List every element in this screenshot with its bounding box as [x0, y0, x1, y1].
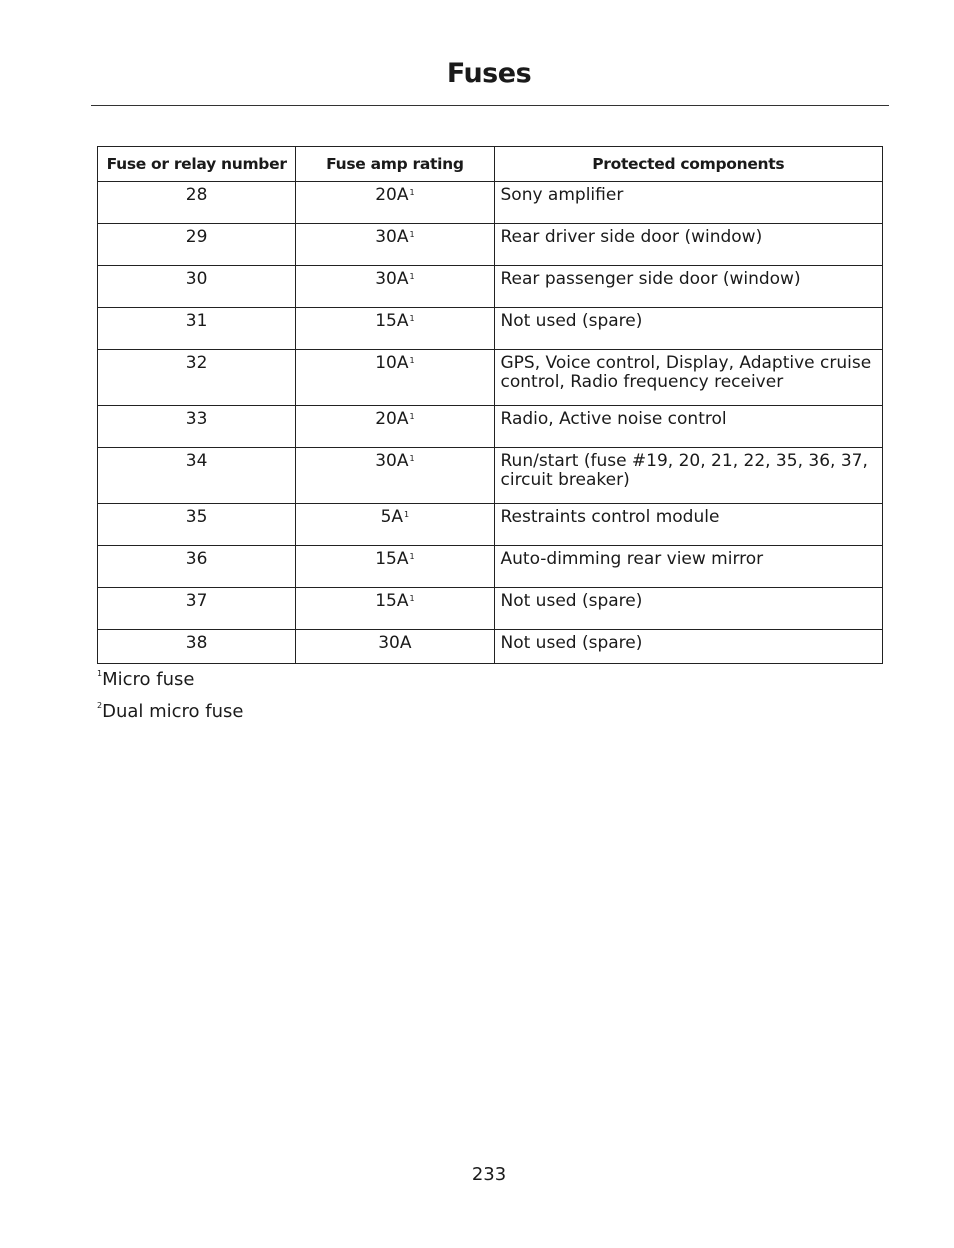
amp-value: 20A [375, 409, 409, 429]
protected-components: GPS, Voice control, Display, Adaptive cruise control, Radio frequency receiver [494, 350, 883, 406]
title-divider [91, 105, 889, 106]
amp-value: 30A [375, 269, 409, 289]
footnote-marker: 1 [409, 552, 415, 561]
amp-rating [296, 630, 494, 664]
fuse-number: 28 [98, 182, 296, 224]
protected-components: Not used (spare) [494, 588, 883, 630]
amp-value: 30A [375, 451, 409, 471]
footnote-micro-fuse [97, 669, 194, 690]
table-row [98, 224, 883, 266]
protected-components: Run/start (fuse #19, 20, 21, 22, 35, 36, 37, circuit breaker) [494, 448, 883, 504]
footnote-dual-micro-fuse [97, 701, 243, 722]
amp-value: 15A [375, 549, 409, 569]
column-header-amp-rating: Fuse amp rating [296, 147, 494, 182]
fuse-number: 31 [98, 308, 296, 350]
footnote-marker: 1 [404, 510, 410, 519]
amp-rating [296, 504, 494, 546]
amp-rating [296, 266, 494, 308]
protected-components: Sony amplifier [494, 182, 883, 224]
amp-rating [296, 588, 494, 630]
protected-components: Rear driver side door (window) [494, 224, 883, 266]
amp-value: 15A [375, 311, 409, 331]
table-row [98, 448, 883, 504]
amp-value: 15A [375, 591, 409, 611]
table-row [98, 182, 883, 224]
amp-value: 30A [378, 633, 412, 653]
amp-rating [296, 546, 494, 588]
fuse-table [97, 146, 883, 664]
page-number: 233 [471, 1164, 507, 1185]
table-header-row [98, 147, 883, 182]
amp-value: 30A [375, 227, 409, 247]
fuse-number: 37 [98, 588, 296, 630]
footnote-marker: 1 [409, 454, 415, 463]
fuse-number: 33 [98, 406, 296, 448]
fuse-number: 34 [98, 448, 296, 504]
amp-rating [296, 224, 494, 266]
table-row [98, 406, 883, 448]
footnote-marker: 1 [409, 188, 415, 197]
footnote-marker: 1 [409, 356, 415, 365]
fuse-number: 38 [98, 630, 296, 664]
footnote-text: Dual micro fuse [102, 701, 244, 722]
fuse-number: 36 [98, 546, 296, 588]
amp-rating [296, 448, 494, 504]
amp-value: 10A [375, 353, 409, 373]
table-row [98, 308, 883, 350]
page-title: Fuses [446, 58, 532, 89]
fuse-number: 29 [98, 224, 296, 266]
column-header-protected-components: Protected components [494, 147, 883, 182]
protected-components: Not used (spare) [494, 630, 883, 664]
table-row [98, 588, 883, 630]
protected-components: Restraints control module [494, 504, 883, 546]
amp-value: 20A [375, 185, 409, 205]
amp-rating [296, 182, 494, 224]
amp-rating [296, 350, 494, 406]
footnote-text: Micro fuse [102, 669, 195, 690]
protected-components: Rear passenger side door (window) [494, 266, 883, 308]
fuse-number: 32 [98, 350, 296, 406]
footnote-marker: 1 [409, 594, 415, 603]
footnote-marker: 1 [97, 669, 103, 678]
table-row [98, 546, 883, 588]
column-header-fuse-number: Fuse or relay number [98, 147, 296, 182]
table-row [98, 266, 883, 308]
amp-rating [296, 308, 494, 350]
table-row [98, 350, 883, 406]
footnote-marker: 1 [409, 412, 415, 421]
fuse-number: 30 [98, 266, 296, 308]
amp-rating [296, 406, 494, 448]
footnote-marker: 1 [409, 230, 415, 239]
footnote-marker: 1 [409, 314, 415, 323]
amp-value: 5A [380, 507, 404, 527]
table-row [98, 504, 883, 546]
footnote-marker: 1 [409, 272, 415, 281]
protected-components: Auto-dimming rear view mirror [494, 546, 883, 588]
table-row [98, 630, 883, 664]
fuse-number: 35 [98, 504, 296, 546]
protected-components: Not used (spare) [494, 308, 883, 350]
protected-components: Radio, Active noise control [494, 406, 883, 448]
footnote-marker: 2 [97, 701, 103, 710]
